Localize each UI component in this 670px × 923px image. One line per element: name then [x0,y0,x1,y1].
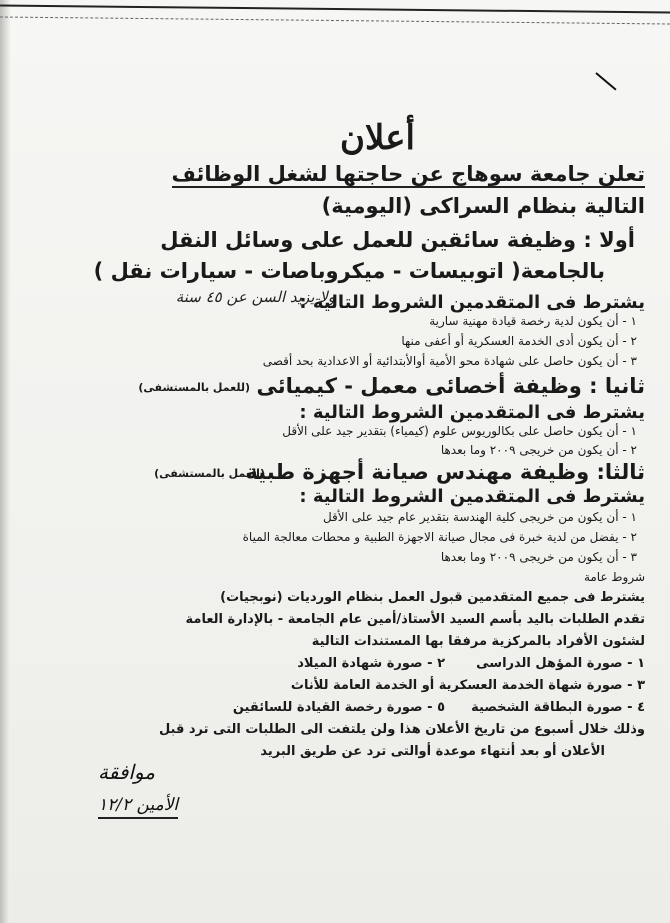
job2-item-1: ١ - أن يكون حاصل على بكالوريوس علوم (كيمياء) بتقدير جيد على الأقل [282,424,637,438]
document-item-1: ١ - صورة المؤهل الدراسى [476,656,645,671]
document-item-5: ٥ - صورة رخصة القيادة للسائقين [232,700,445,715]
general-line-2: تقدم الطلبات باليد بأسم السيد الأستاذ/أمين عام الجامعة - بالإدارة العامة [185,612,645,627]
job2-note: (للعمل بالمستشفى) [138,381,250,394]
document-item-4: ٤ - صورة البطاقة الشخصية [471,700,645,715]
job3-conditions-heading: يشترط فى المتقدمين الشروط التالية : [299,486,645,507]
document-item-3: ٣ - صورة شهاة الخدمة العسكرية أو الخدمة العامة للأناث [290,678,645,693]
document-item-2: ٢ - صورة شهادة الميلاد [297,656,445,671]
job1-conditions-heading: يشترط فى المتقدمين الشروط التالية : [299,292,645,313]
job2-item-2: ٢ - أن يكون من خريجى ٢٠٠٩ وما بعدها [440,443,637,457]
closing-line-1: وذلك خلال أسبوع من تاريخ الأعلان هذا ولن يلتفت الى الطلبات التى ترد قبل [158,722,645,737]
general-line-1: يشترط فى جميع المتقدمين قبول العمل بنظام الورديات (نوبجيات) [220,590,645,605]
job2-heading: ثانيا : وظيفة أخصائى معمل - كيميائى [256,374,645,398]
job1-item-2: ٢ - أن يكون أدى الخدمة العسكرية أو أعفى منها [401,334,637,348]
job1-handwritten-note: ولا يزيد السن عن ٤٥ سنة [175,288,335,306]
pen-stroke-mark [595,72,616,90]
job1-item-1: ١ - أن يكون لدية رخصة قيادة مهنية سارية [429,314,637,328]
job3-note: (العمل بالمستشفى) [154,467,265,480]
job3-item-3: ٣ - أن يكون من خريجى ٢٠٠٩ وما بعدها [440,550,637,564]
intro-line-2: التالية بنظام السراكى (اليومية) [321,194,645,218]
closing-line-2: الأعلان أو بعد أنتهاء موعدة أوالتى ترد عن طريق البريد [260,744,605,759]
job3-item-1: ١ - أن يكون من خريجى كلية الهندسة بتقدير عام جيد على الأقل [322,510,637,524]
job1-heading-2: بالجامعة( اتوبيسات - ميكروباصات - سيارات نقل ) [93,259,605,283]
initials-signature: الأمين ١٢/٢ [98,795,178,819]
job1-item-3: ٣ - أن يكون حاصل على شهادة محو الأمية أوالأبتدائية أو الاعدادية بحد أقصى [262,354,637,368]
general-heading: شروط عامة [583,570,645,584]
job3-heading: ثالثا: وظيفة مهندس صيانة أجهزة طبية [245,460,645,484]
scan-edge-shadow [0,0,10,923]
general-line-3: لشئون الأفراد بالمركزية مرفقا بها المستندات التالية [311,634,645,649]
scan-top-border [0,4,670,24]
job3-item-2: ٢ - يفضل من لدية خبرة فى مجال صيانة الاجهزة الطبية و محطات معالجة المياة [242,530,637,544]
intro-line-1: تعلن جامعة سوهاج عن حاجتها لشغل الوظائف [171,162,645,186]
job2-conditions-heading: يشترط فى المتقدمين الشروط التالية : [299,402,645,423]
page-title: أعلان [340,118,415,158]
approval-signature: موافقة [98,760,156,784]
job1-heading-1: أولا : وظيفة سائقين للعمل على وسائل النقل [160,228,635,252]
